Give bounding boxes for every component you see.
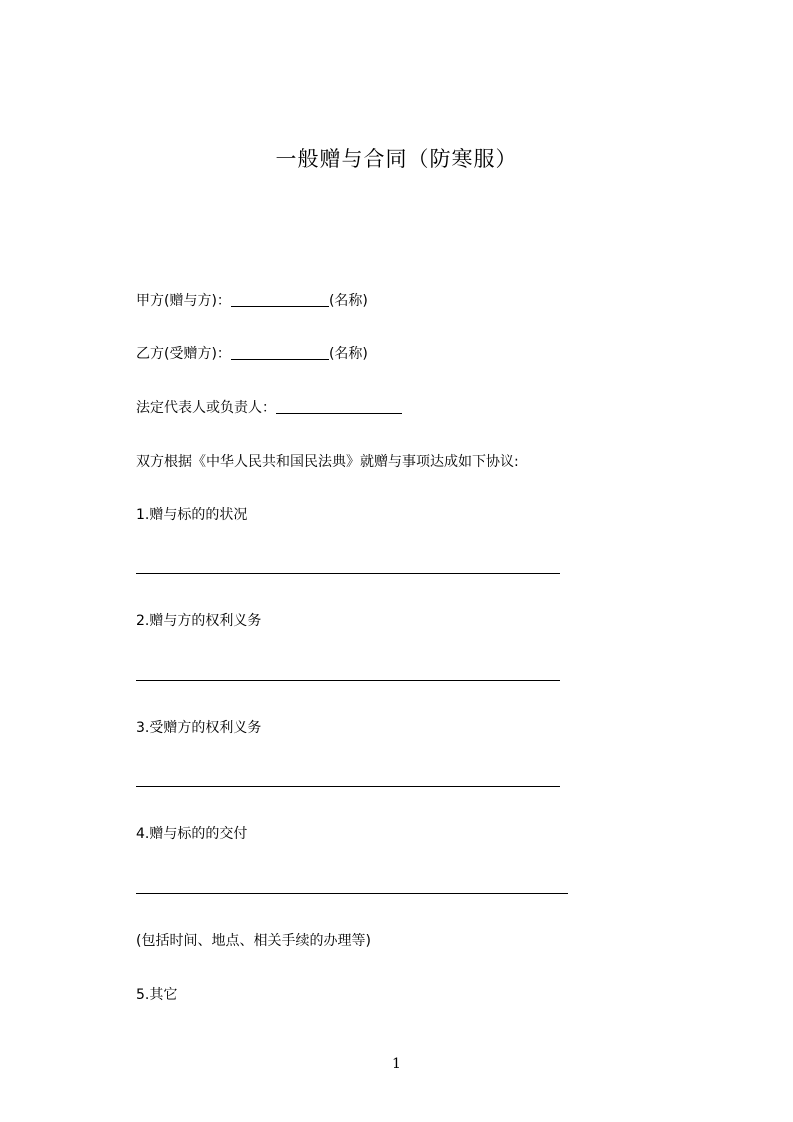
section-1-blank-line[interactable] bbox=[136, 573, 560, 574]
party-a-name-blank[interactable] bbox=[231, 292, 329, 307]
section-2-heading: 2.赠与方的权利义务 bbox=[136, 613, 262, 629]
legal-rep-line bbox=[136, 399, 402, 417]
party-b-line bbox=[136, 345, 368, 363]
section-5-heading: 5.其它 bbox=[136, 987, 178, 1003]
legal-rep-blank[interactable] bbox=[276, 399, 402, 414]
party-a-line bbox=[136, 292, 368, 310]
page-number: 1 bbox=[392, 1056, 401, 1072]
section-3-blank-line[interactable] bbox=[136, 786, 560, 787]
section-4-heading: 4.赠与标的的交付 bbox=[136, 826, 248, 842]
party-a-label: 甲方(赠与方)： bbox=[136, 293, 231, 309]
party-b-label: 乙方(受赠方)： bbox=[136, 346, 231, 362]
section-4-blank-line[interactable] bbox=[136, 893, 568, 894]
section-2-blank-line[interactable] bbox=[136, 680, 560, 681]
party-a-suffix: (名称) bbox=[328, 293, 368, 309]
party-b-name-blank[interactable] bbox=[231, 345, 329, 360]
document-title: 一般赠与合同（防寒服） bbox=[275, 147, 518, 171]
section-3-heading: 3.受赠方的权利义务 bbox=[136, 720, 262, 736]
section-1-heading: 1.赠与标的的状况 bbox=[136, 507, 248, 523]
preamble-text: 双方根据《中华人民共和国民法典》就赠与事项达成如下协议: bbox=[136, 454, 519, 470]
section-4-note: (包括时间、地点、相关手续的办理等) bbox=[136, 933, 371, 949]
party-b-suffix: (名称) bbox=[328, 346, 368, 362]
legal-rep-label: 法定代表人或负责人： bbox=[136, 400, 276, 416]
